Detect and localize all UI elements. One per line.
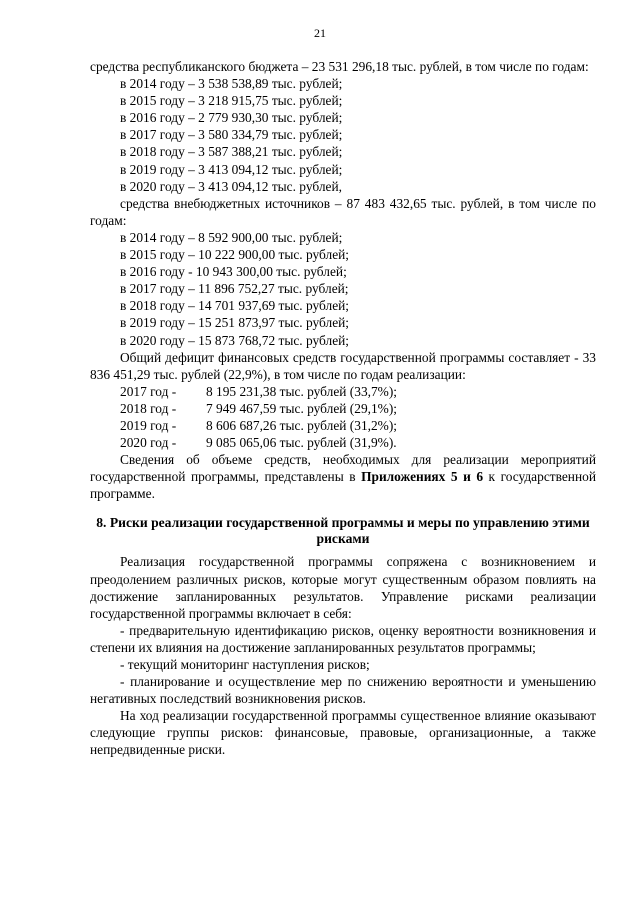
page-body [90,58,596,759]
extrabudget-intro: средства внебюджетных источников – 87 483 432,65 тыс. рублей, в том числе по годам: [90,195,596,228]
deficit-value: 7 949 467,59 тыс. рублей (29,1%); [206,400,398,416]
republic-year-line: в 2017 году – 3 580 334,79 тыс. рублей; [120,127,343,143]
deficit-value: 8 606 687,26 тыс. рублей (31,2%); [206,417,398,433]
appendix-note-tail: к государственной программе. [90,469,596,502]
republic-budget-intro: средства республиканского бюджета – 23 531 296,18 тыс. рублей, в том числе по годам: [90,59,589,74]
republic-year-line: в 2019 году – 3 413 094,12 тыс. рублей; [120,161,343,177]
deficit-year: 2018 год - [120,400,177,416]
deficit-row [90,383,596,400]
appendix-reference: Приложениях 5 и 6 [361,469,484,485]
extrabudget-year-line: в 2019 году – 15 251 873,97 тыс. рублей; [120,315,350,331]
extrabudget-year-line: в 2015 году – 10 222 900,00 тыс. рублей; [120,247,350,263]
risk-groups-paragraph: На ход реализации государственной программы существенное влияние оказывают следующие группы рисков: финансовые, правовые, организационные, а также непредвиденные риски. [90,708,596,758]
deficit-row [90,417,596,434]
appendix-note-text: Сведения об объеме средств, необходимых для реализации мероприятий государственной программы, представлены в [90,452,596,485]
deficit-value: 9 085 065,06 тыс. рублей (31,9%). [206,435,397,451]
deficit-year: 2017 год - [120,383,177,399]
page-number: 21 [314,26,326,40]
section-heading: 8. Риски реализации государственной программы и меры по управлению этими рисками [96,515,590,547]
deficit-row [90,434,596,451]
risks-paragraph: Реализация государственной программы сопряжена с возникновением и преодолением различных рисков, которые могут существенным образом повлиять на достижение запланированных результатов. Управление рисками реализации государственной программы включает в себя: [90,554,596,621]
republic-year-line: в 2016 году – 2 779 930,30 тыс. рублей; [120,110,343,126]
republic-year-line: в 2014 году – 3 538 538,89 тыс. рублей; [120,76,343,92]
risk-bullet: - предварительную идентификацию рисков, оценку вероятности возникновения и степени их влияния на достижение запланированных результатов программы; [90,622,596,655]
extrabudget-year-line: в 2014 году – 8 592 900,00 тыс. рублей; [120,229,343,245]
risk-bullet: - планирование и осуществление мер по снижению вероятности и уменьшению негативных последствий возникновения рисков. [90,674,596,707]
republic-year-line: в 2018 году – 3 587 388,21 тыс. рублей; [120,144,343,160]
risk-bullet: - текущий мониторинг наступления рисков; [120,657,370,672]
extrabudget-year-line: в 2018 году – 14 701 937,69 тыс. рублей; [120,298,350,314]
deficit-row [90,400,596,417]
republic-year-line: в 2015 году – 3 218 915,75 тыс. рублей; [120,93,343,109]
republic-year-line: в 2020 году – 3 413 094,12 тыс. рублей, [120,178,342,194]
deficit-value: 8 195 231,38 тыс. рублей (33,7%); [206,383,398,399]
appendix-note [90,451,596,502]
deficit-year: 2020 год - [120,435,177,451]
extrabudget-year-line: в 2020 году – 15 873 768,72 тыс. рублей; [120,332,350,348]
deficit-intro: Общий дефицит финансовых средств государственной программы составляет - 33 836 451,29 тыс. рублей (22,9%), в том числе по годам реализации: [90,349,596,382]
extrabudget-year-line: в 2017 году – 11 896 752,27 тыс. рублей; [120,281,349,297]
extrabudget-year-line: в 2016 году - 10 943 300,00 тыс. рублей; [120,264,347,280]
deficit-year: 2019 год - [120,417,177,433]
